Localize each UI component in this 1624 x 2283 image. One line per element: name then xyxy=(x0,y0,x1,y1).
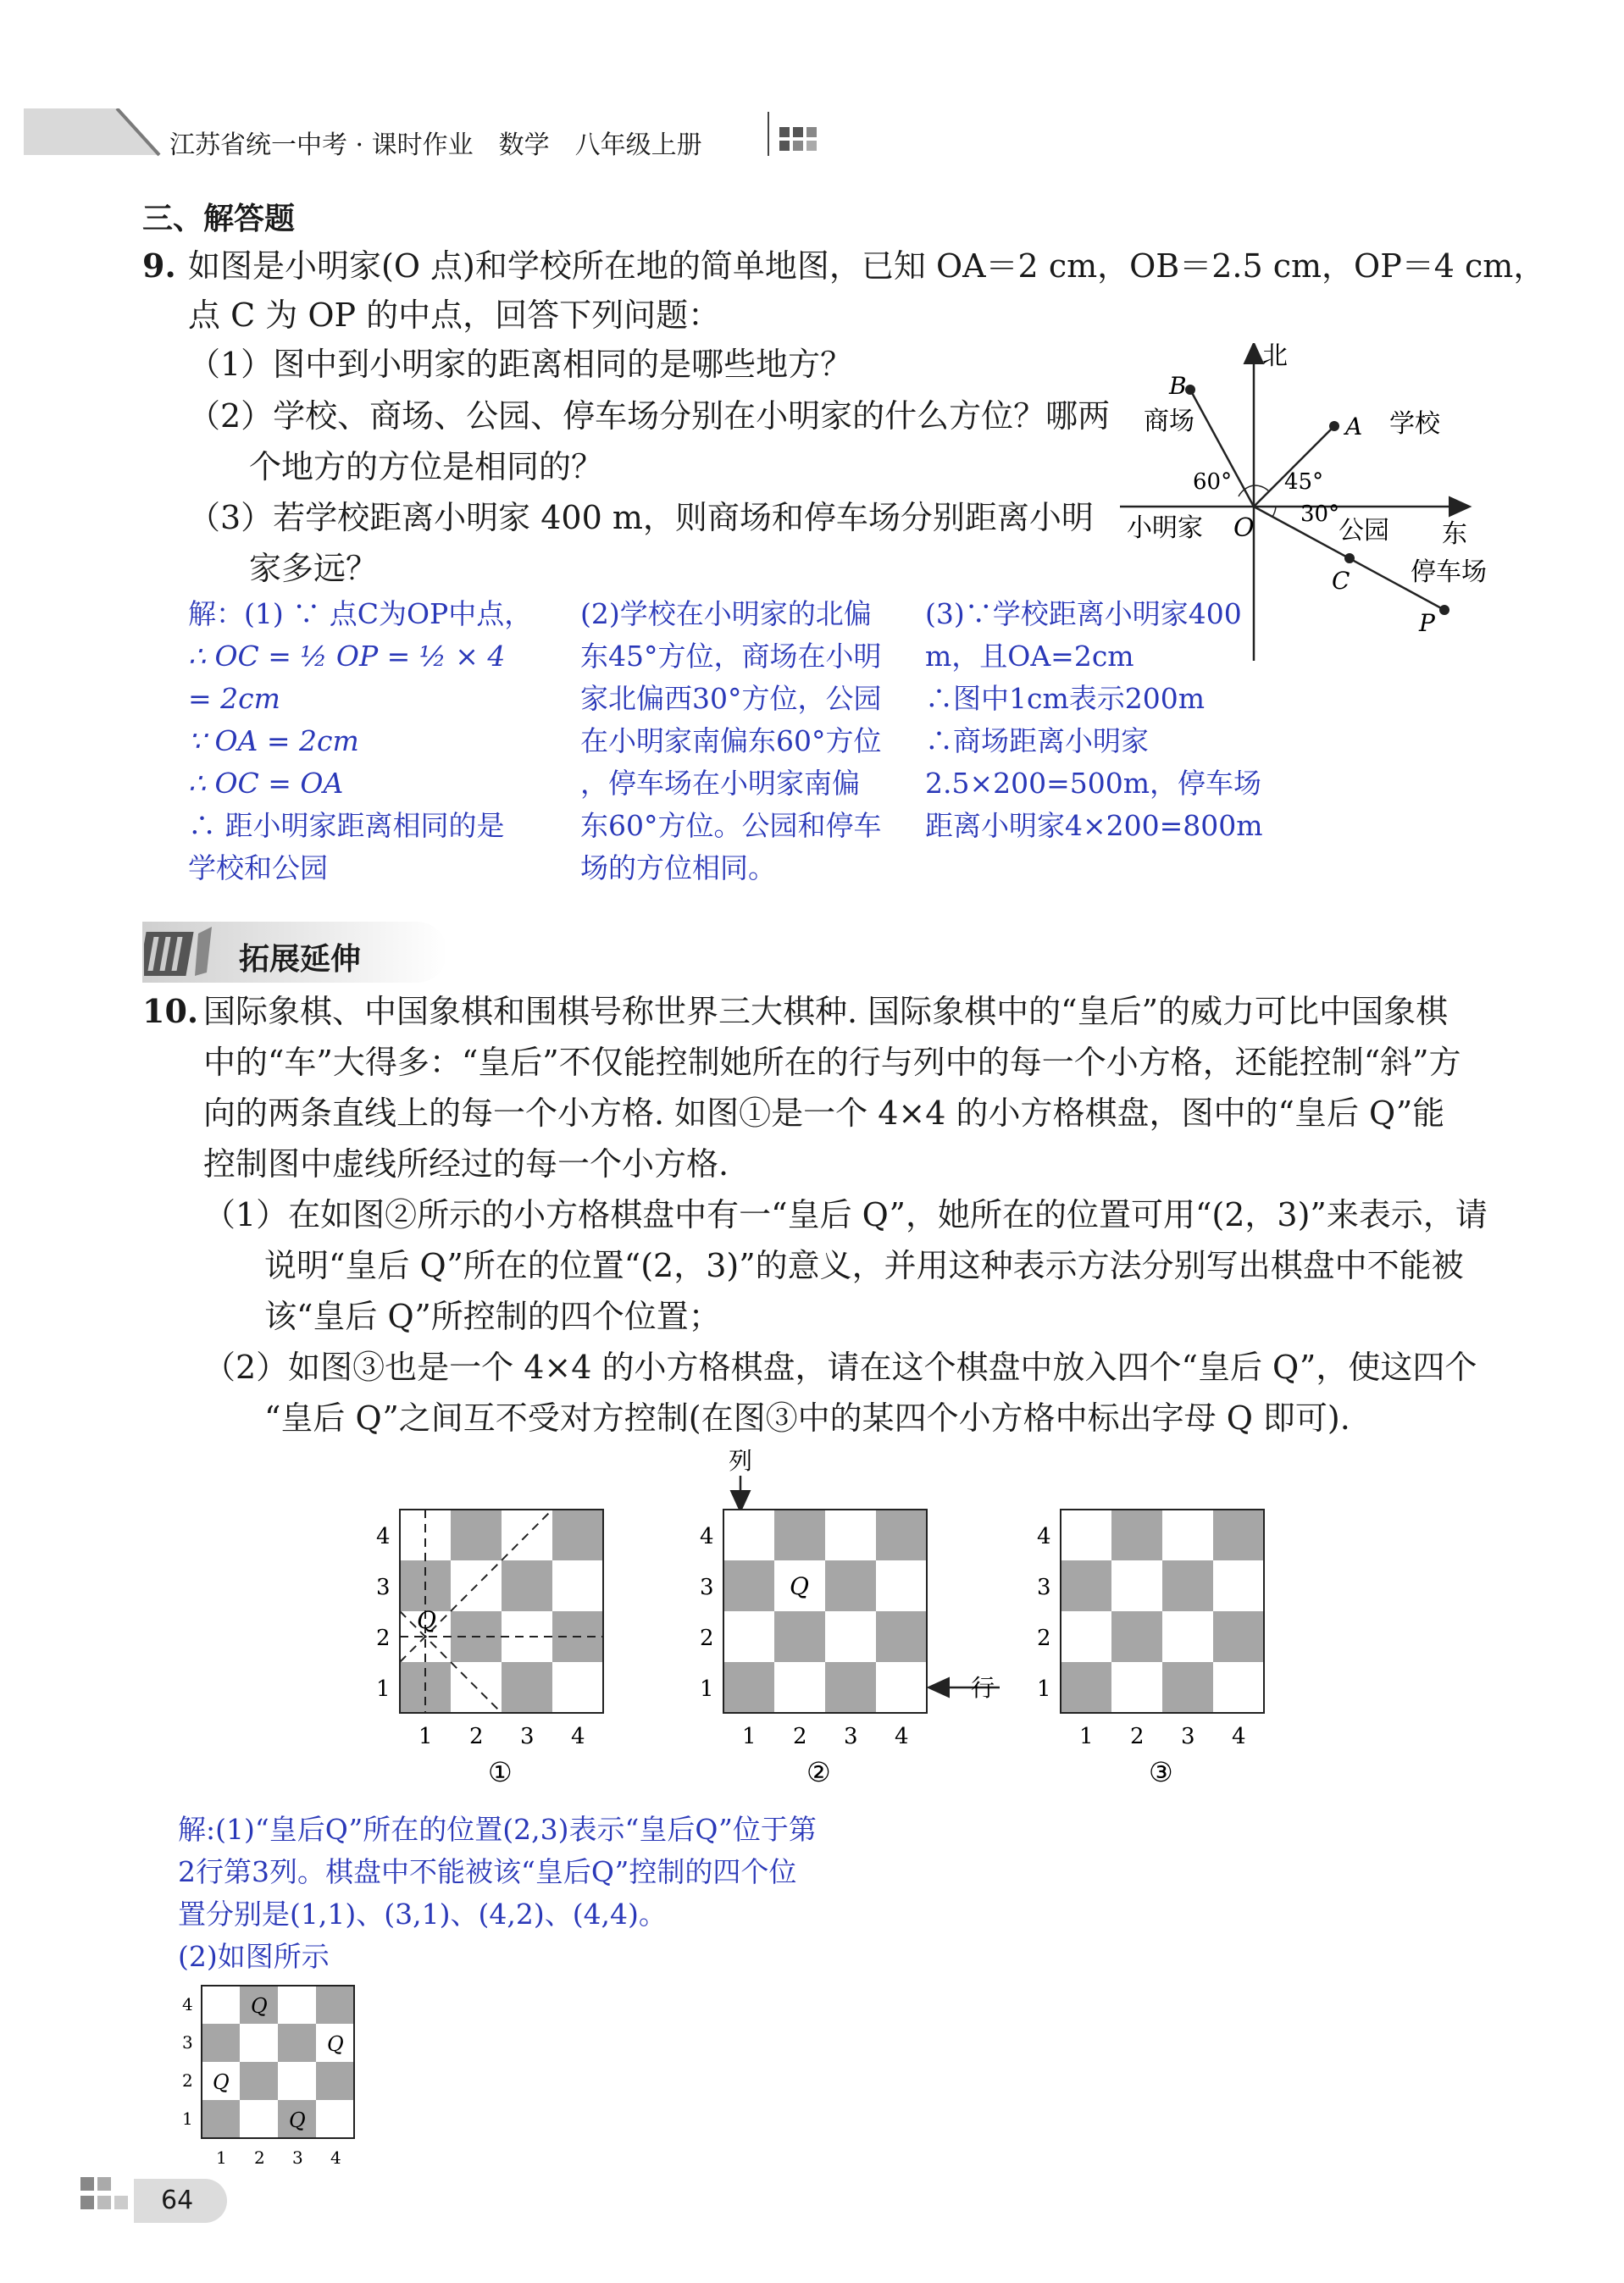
col-label: 2 xyxy=(793,1724,807,1749)
q10-sub1-line: （1）在如图②所示的小方格棋盘中有一“皇后 Q”，她所在的位置可用“(2，3)”来表示，请 xyxy=(203,1196,1488,1233)
queen-label: Q xyxy=(790,1572,809,1600)
q10-sub1-line: 该“皇后 Q”所控制的四个位置； xyxy=(264,1298,721,1335)
col-label: 4 xyxy=(330,2147,341,2168)
answer-line: 解:(1)“皇后Q”所在的位置(2,3)表示“皇后Q”位于第 xyxy=(178,1813,817,1846)
answer-line: 东45°方位，商场在小明 xyxy=(580,640,882,673)
queen-label: Q xyxy=(417,1606,436,1634)
row-label: 2 xyxy=(700,1626,714,1651)
label-b: B xyxy=(1169,372,1187,400)
col-label: 3 xyxy=(292,2147,303,2168)
answer-line: (3)∵学校距离小明家400 xyxy=(925,597,1242,630)
header-title: 江苏省统一中考 · 课时作业 数学 八年级上册 xyxy=(169,130,702,160)
label-angle30: 30° xyxy=(1300,501,1340,527)
row-label: 4 xyxy=(1037,1524,1051,1549)
answer-line: (2)如图所示 xyxy=(178,1940,330,1973)
col-label: 4 xyxy=(1232,1724,1246,1749)
answer-line: 场的方位相同。 xyxy=(580,851,776,884)
col-label: 3 xyxy=(1181,1724,1195,1749)
label-angle60: 60° xyxy=(1193,469,1233,495)
label-home: 小明家 xyxy=(1127,513,1203,543)
q9-answer-col3 xyxy=(925,593,1263,847)
row-label: 2 xyxy=(376,1626,391,1651)
row-label: 1 xyxy=(182,2108,193,2129)
row-label: 4 xyxy=(700,1524,714,1549)
answer-line: ∴商场距离小明家 xyxy=(925,724,1149,757)
label-east: 东 xyxy=(1442,519,1467,549)
queen-label: Q xyxy=(327,2032,344,2056)
column-axis-label: 列 xyxy=(729,1447,753,1475)
col-label: 4 xyxy=(571,1724,585,1749)
board-figure-1 xyxy=(364,1499,635,1804)
col-label: 2 xyxy=(469,1724,484,1749)
queen-label: Q xyxy=(251,1994,268,2018)
q10-line: 向的两条直线上的每一个小方格. 如图①是一个 4×4 的小方格棋盘，图中的“皇后 Q”能 xyxy=(203,1094,1445,1132)
row-axis-label: 行 xyxy=(971,1674,995,1702)
answer-line: 在小明家南偏东60°方位 xyxy=(580,724,882,757)
point-b xyxy=(1185,385,1195,395)
footer-squares-icon xyxy=(80,2177,131,2219)
label-o: O xyxy=(1233,513,1255,543)
section-ext-title: 拓展延伸 xyxy=(239,942,362,977)
label-parking: 停车场 xyxy=(1411,557,1487,587)
label-mall: 商场 xyxy=(1144,407,1194,436)
section-title: 三、解答题 xyxy=(142,202,296,236)
answer-board xyxy=(174,1982,377,2177)
answer-line: = 2cm xyxy=(188,682,280,715)
row-label: 3 xyxy=(700,1575,714,1600)
q10-sub1-line: 说明“皇后 Q”所在的位置“(2，3)”的意义，并用这种表示方法分别写出棋盘中不能被 xyxy=(264,1247,1464,1284)
q9-answer-col1 xyxy=(188,593,532,889)
col-label: 4 xyxy=(895,1724,909,1749)
q9-sub1: （1）图中到小明家的距离相同的是哪些地方？ xyxy=(188,346,853,383)
queen-label: Q xyxy=(289,2108,306,2132)
col-label: 2 xyxy=(1130,1724,1145,1749)
queen-label: Q xyxy=(213,2070,230,2094)
q9-line2: 点 C 为 OP 的中点，回答下列问题： xyxy=(188,296,721,334)
row-label: 2 xyxy=(1037,1626,1051,1651)
label-p: P xyxy=(1419,609,1435,637)
q9-answer-col2 xyxy=(580,593,882,889)
row-label: 1 xyxy=(376,1676,391,1702)
row-label: 1 xyxy=(700,1676,714,1702)
figure-caption: ③ xyxy=(1149,1756,1173,1788)
q10-sub2-line: “皇后 Q”之间互不受对方控制(在图③中的某四个小方格中标出字母 Q 即可). xyxy=(264,1399,1350,1437)
q9-sub3a: （3）若学校距离小明家 400 m，则商场和停车场分别距离小明 xyxy=(188,499,1094,536)
q10-sub2-line: （2）如图③也是一个 4×4 的小方格棋盘，请在这个棋盘中放入四个“皇后 Q”，使这四个 xyxy=(203,1349,1477,1386)
answer-line: 置分别是(1,1)、(3,1)、(4,2)、(4,4)。 xyxy=(178,1898,667,1931)
label-park: 公园 xyxy=(1339,516,1389,546)
row-label: 3 xyxy=(376,1575,391,1600)
answer-line: 距离小明家4×200=800m xyxy=(925,809,1263,842)
header-squares-icon xyxy=(779,127,822,158)
label-a: A xyxy=(1345,413,1363,441)
point-p xyxy=(1439,605,1449,615)
answer-line: 家北偏西30°方位，公园 xyxy=(580,682,882,715)
q9-sub3b: 家多远？ xyxy=(249,550,379,587)
answer-line: ∴图中1cm表示200m xyxy=(925,682,1206,715)
row-label: 4 xyxy=(182,1994,193,2014)
label-north: 北 xyxy=(1262,343,1288,371)
label-c: C xyxy=(1332,567,1350,595)
answer-line: ∴ 距小明家距离相同的是 xyxy=(188,809,505,842)
answer-line: m，且OA=2cm xyxy=(925,640,1134,673)
label-school: 学校 xyxy=(1389,409,1440,439)
q9-sub2b: 个地方的方位是相同的？ xyxy=(249,448,604,485)
answer-line: 东60°方位。公园和停车 xyxy=(580,809,882,842)
col-label: 1 xyxy=(418,1724,433,1749)
row-label: 2 xyxy=(182,2070,193,2091)
col-label: 1 xyxy=(216,2147,227,2168)
answer-line: 学校和公园 xyxy=(188,851,328,884)
q10-line: 国际象棋、中国象棋和围棋号称世界三大棋种. 国际象棋中的“皇后”的威力可比中国象棋 xyxy=(203,993,1449,1030)
answer-line: ∵ OA = 2cm xyxy=(188,724,359,757)
row-label: 3 xyxy=(182,2032,193,2053)
q10-number: 10. xyxy=(142,992,199,1030)
figure-caption: ② xyxy=(806,1756,831,1788)
answer-line: ∴ OC = OA xyxy=(188,767,344,800)
answer-line: 2.5×200=500m，停车场 xyxy=(925,767,1262,800)
point-a xyxy=(1329,421,1339,431)
book-icon xyxy=(144,925,220,981)
q9-line1: 如图是小明家(O 点)和学校所在地的简单地图，已知 OA＝2 cm，OB＝2.5 cm，OP＝4 cm， xyxy=(188,247,1546,285)
col-label: 3 xyxy=(844,1724,858,1749)
col-label: 2 xyxy=(254,2147,265,2168)
answer-line: 解：(1) ∵ 点C为OP中点， xyxy=(188,597,533,630)
label-angle45: 45° xyxy=(1284,469,1324,495)
answer-line: ∴ OC = ½ OP = ½ × 4 xyxy=(188,640,506,673)
row-label: 4 xyxy=(376,1524,391,1549)
q10-line: 中的“车”大得多：“皇后”不仅能控制她所在的行与列中的每一个小方格，还能控制“斜”方 xyxy=(203,1044,1461,1081)
q9-sub2a: （2）学校、商场、公园、停车场分别在小明家的什么方位？哪两 xyxy=(188,397,1111,435)
q9-number: 9. xyxy=(142,247,176,285)
col-label: 3 xyxy=(520,1724,535,1749)
col-label: 1 xyxy=(742,1724,757,1749)
row-label: 1 xyxy=(1037,1676,1051,1702)
row-label: 3 xyxy=(1037,1575,1051,1600)
point-c xyxy=(1344,553,1355,563)
header-divider xyxy=(768,112,769,156)
header-decoration xyxy=(24,108,168,159)
answer-line: 2行第3列。棋盘中不能被该“皇后Q”控制的四个位 xyxy=(178,1855,797,1888)
answer-line: ，停车场在小明家南偏 xyxy=(580,767,860,800)
answer-line: (2)学校在小明家的北偏 xyxy=(580,597,872,630)
q10-line: 控制图中虚线所经过的每一个小方格. xyxy=(203,1145,729,1183)
figure-caption: ① xyxy=(488,1756,513,1788)
board-figure-2 xyxy=(686,1440,1025,1804)
q10-answer xyxy=(178,1809,817,1978)
board-figure-3 xyxy=(1025,1499,1296,1804)
col-label: 1 xyxy=(1079,1724,1094,1749)
page-number: 64 xyxy=(161,2186,194,2215)
